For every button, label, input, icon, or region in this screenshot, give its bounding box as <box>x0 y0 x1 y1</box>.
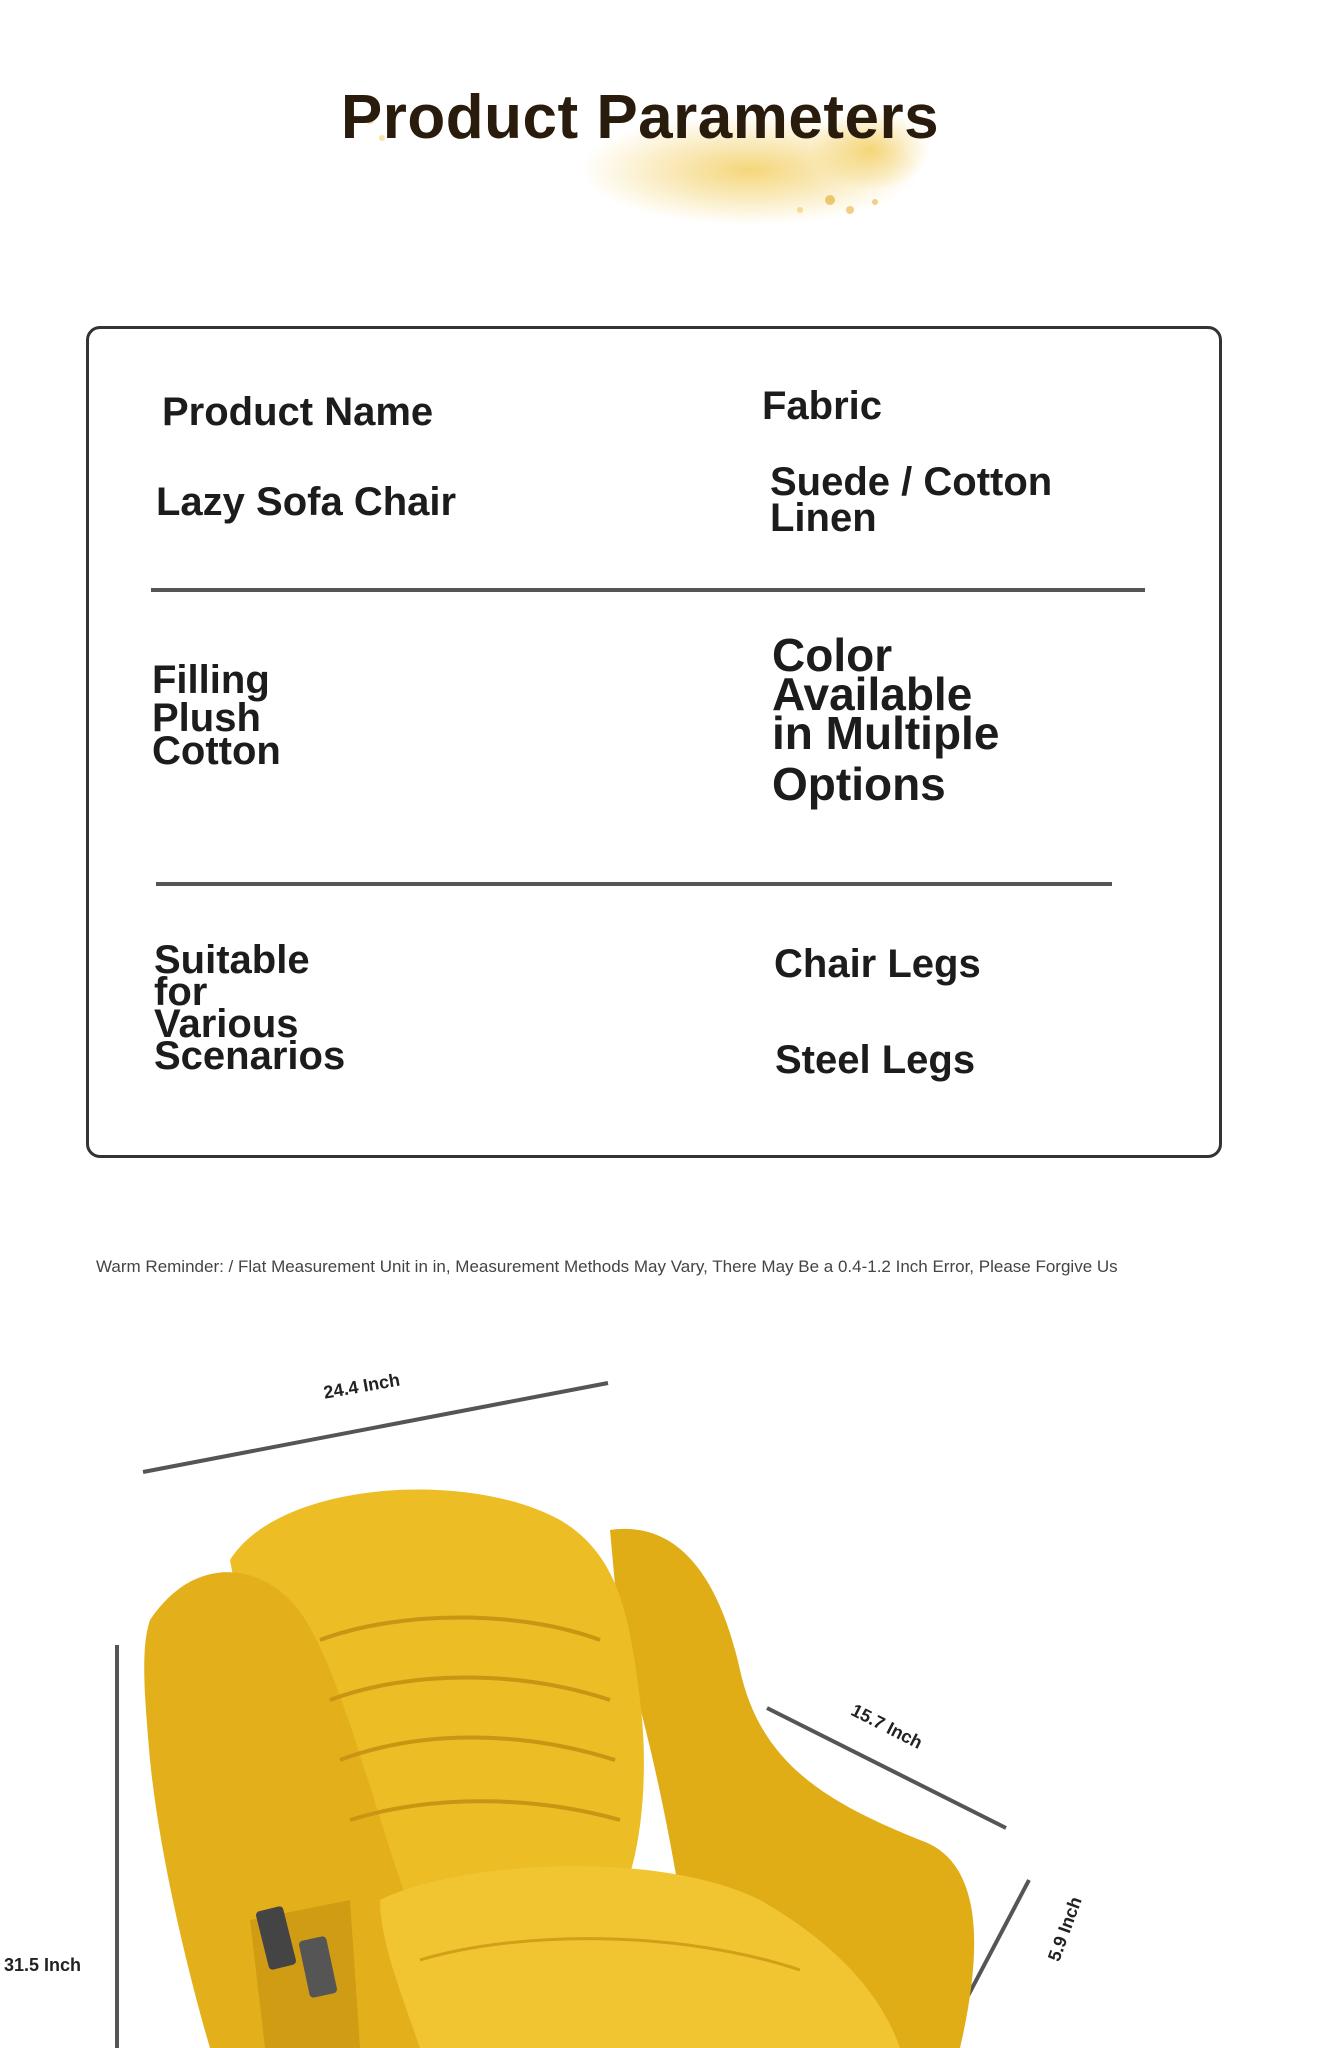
fabric-label: Fabric <box>762 384 883 428</box>
chair-legs-label: Chair Legs <box>774 942 981 986</box>
chair-legs-value: Steel Legs <box>775 1038 976 1082</box>
scenarios-text <box>154 938 346 1078</box>
row-divider-1 <box>151 588 1145 592</box>
color-line2: Available <box>772 668 973 721</box>
fabric-value-line1: Suede / Cotton <box>770 460 1053 504</box>
chair-dimension-illustration <box>0 1340 1322 2048</box>
filling-value-line1: Plush <box>152 696 261 740</box>
scenarios-line3: Various <box>154 1002 299 1046</box>
depth-dimension-label: 15.7 Inch <box>847 1700 926 1753</box>
fabric-value-line2: Linen <box>770 496 877 540</box>
filling-value-line2: Cotton <box>152 728 281 773</box>
width-dimension-label: 24.4 Inch <box>322 1369 402 1403</box>
warm-reminder-text: Warm Reminder: / Flat Measurement Unit in in, Measurement Methods May Vary, There May Be a 0.4-1.2 Inch Error, Please Forgive Us <box>96 1257 1118 1276</box>
sofa-chair-graphic <box>144 1489 974 2048</box>
filling-label: Filling <box>152 658 270 702</box>
color-options <box>772 629 1000 811</box>
width-dimension-line <box>143 1383 608 1472</box>
color-line4: Options <box>772 758 946 811</box>
height-dimension-label: 31.5 Inch <box>4 1955 82 1975</box>
leg-dimension-label: 5.9 Inch <box>1044 1894 1086 1964</box>
scenarios-line1: Suitable <box>154 938 310 982</box>
scenarios-line4: Scenarios <box>154 1034 346 1078</box>
product-name-label: Product Name <box>162 390 434 434</box>
row-divider-2 <box>156 882 1112 886</box>
fabric-value <box>770 460 1053 540</box>
page-title: Product Parameters <box>340 83 940 152</box>
scenarios-line2: for <box>154 970 208 1014</box>
color-line1: Color <box>772 629 893 681</box>
product-name-value: Lazy Sofa Chair <box>156 480 457 524</box>
filling-value <box>152 696 281 773</box>
color-line3: in Multiple <box>772 707 1000 760</box>
title-banner <box>330 60 950 250</box>
